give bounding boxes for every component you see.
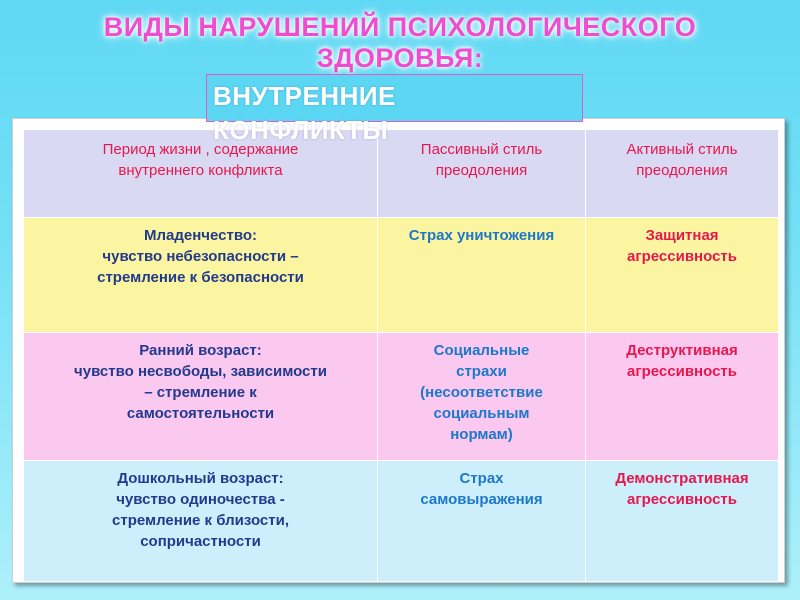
table-cell-period [24, 333, 378, 461]
cell-text: агрессивность [627, 248, 737, 265]
slide-title-line-1: ВИДЫ НАРУШЕНИЙ ПСИХОЛОГИЧЕСКОГО [103, 12, 697, 42]
table-cell-passive [378, 218, 586, 333]
subtitle [213, 79, 473, 147]
cell-text: Ранний возраст: [139, 342, 262, 359]
slide-title-line-2: ЗДОРОВЬЯ: [316, 43, 484, 73]
header-text: Пассивный стиль [420, 141, 543, 158]
header-text: преодоления [636, 162, 728, 179]
cell-text: сопричастности [140, 533, 261, 550]
cell-text: агрессивность [627, 491, 737, 508]
cell-text: социальным [433, 405, 530, 422]
cell-text: нормам) [450, 426, 513, 443]
cell-text: чувство несвободы, зависимости [74, 363, 327, 380]
table-cell-period [24, 218, 378, 333]
cell-text: самостоятельности [126, 405, 275, 422]
cell-text: стремление к близости, [112, 512, 289, 529]
cell-text: Деструктивная [626, 342, 738, 359]
header-text: внутреннего конфликта [118, 162, 283, 179]
header-text: преодоления [435, 162, 528, 179]
header-text: Активный стиль [626, 141, 738, 158]
cell-text: чувство небезопасности – [102, 248, 299, 265]
cell-text: чувство одиночества - [116, 491, 285, 508]
cell-text: самовыражения [420, 491, 543, 508]
cell-text: Демонстративная [615, 470, 749, 487]
cell-text: Младенчество: [143, 227, 257, 244]
table-cell-active [586, 333, 779, 461]
subtitle-line-2: КОНФЛИКТЫ [213, 115, 389, 145]
cell-text: страхи [456, 363, 507, 380]
header-text: Период жизни , содержание [102, 141, 299, 158]
cell-text: стремление к безопасности [97, 269, 304, 286]
slide-title [0, 12, 800, 74]
table-cell-period [24, 461, 378, 582]
cell-text: Страх уничтожения [408, 227, 555, 244]
cell-text: Защитная [645, 227, 719, 244]
table-cell-passive [378, 461, 586, 582]
cell-text: – стремление к [144, 384, 257, 401]
cell-text: Дошкольный возраст: [117, 470, 284, 487]
cell-text: Социальные [433, 342, 530, 359]
table-cell-active [586, 461, 779, 582]
conflicts-table [24, 130, 779, 582]
cell-text: (несоответствие [420, 384, 543, 401]
cell-text: Страх [459, 470, 504, 487]
table-cell-active [586, 218, 779, 333]
cell-text: агрессивность [627, 363, 737, 380]
table-cell-passive [378, 333, 586, 461]
subtitle-line-1: ВНУТРЕННИЕ [213, 81, 396, 111]
header-cell-active-style [586, 130, 779, 218]
